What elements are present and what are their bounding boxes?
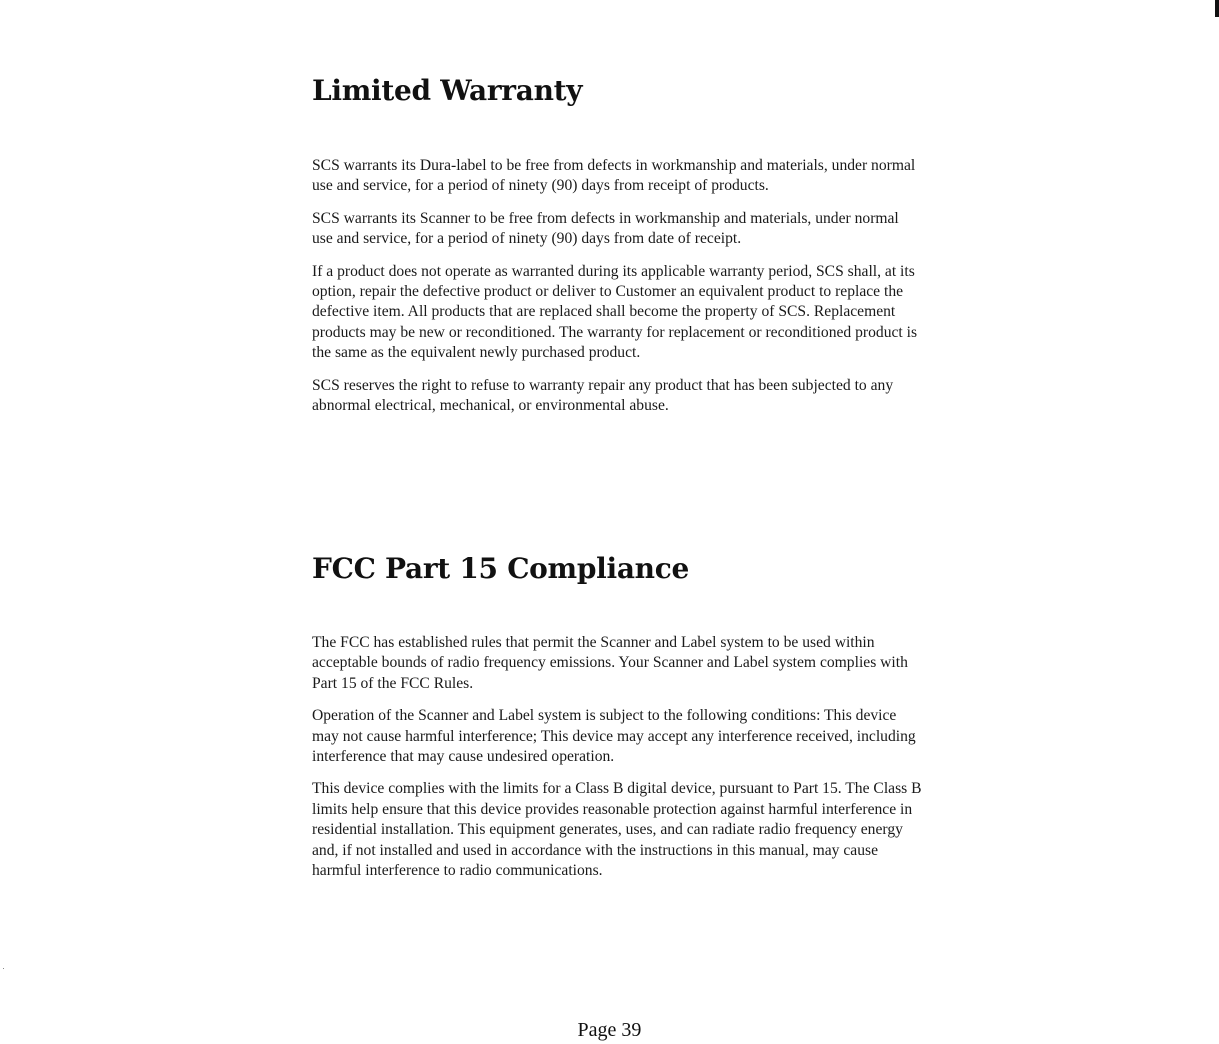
fcc-paragraph-rules: The FCC has established rules that permit the Scanner and Label system to be used within acceptable bounds of radio frequency emissions. Your Scanner and Label system complies with Part 15 of the FCC Rules. — [312, 634, 908, 692]
fcc-compliance-heading: FCC Part 15 Compliance — [312, 552, 689, 585]
fcc-paragraph-class-b: This device complies with the limits for a Class B digital device, pursuant to Part 15. The Class B limits help ensure that this device provides reasonable protection against harmful interference in residential installation. This equipment generates, uses, and can radiate radio frequency energy and, if not installed and used in accordance with the instructions in this manual, may cause harmful interference to radio communications. — [312, 780, 922, 880]
scan-speck — [3, 968, 4, 969]
fcc-paragraph-conditions: Operation of the Scanner and Label system is subject to the following conditions: This device may not cause harmful interference; This device may accept any interference received, including interference that may cause undesired operation. — [312, 707, 916, 766]
scan-edge-mark — [1215, 0, 1219, 17]
warranty-paragraph-scanner: SCS warrants its Scanner to be free from defects in workmanship and materials, under normal use and service, for a period of ninety (90) days from date of receipt. — [312, 209, 899, 248]
limited-warranty-section — [312, 156, 922, 428]
fcc-compliance-section — [312, 633, 922, 893]
limited-warranty-heading: Limited Warranty — [312, 74, 583, 107]
warranty-paragraph-repair-replace: If a product does not operate as warranted during its applicable warranty period, SCS shall, at its option, repair the defective product or deliver to Customer an equivalent product to replace the defective item. All products that are replaced shall become the property of SCS. Replacement products may be new or reconditioned. The warranty for replacement or reconditioned product is the same as the equivalent newly purchased product. — [312, 262, 918, 362]
warranty-paragraph-refuse-right: SCS reserves the right to refuse to warranty repair any product that has been subjected to any abnormal electrical, mechanical, or environmental abuse. — [312, 376, 894, 415]
warranty-paragraph-dura-label: SCS warrants its Dura-label to be free from defects in workmanship and materials, under normal use and service, for a period of ninety (90) days from receipt of products. — [312, 157, 916, 195]
page-number: Page 39 — [577, 1019, 642, 1041]
